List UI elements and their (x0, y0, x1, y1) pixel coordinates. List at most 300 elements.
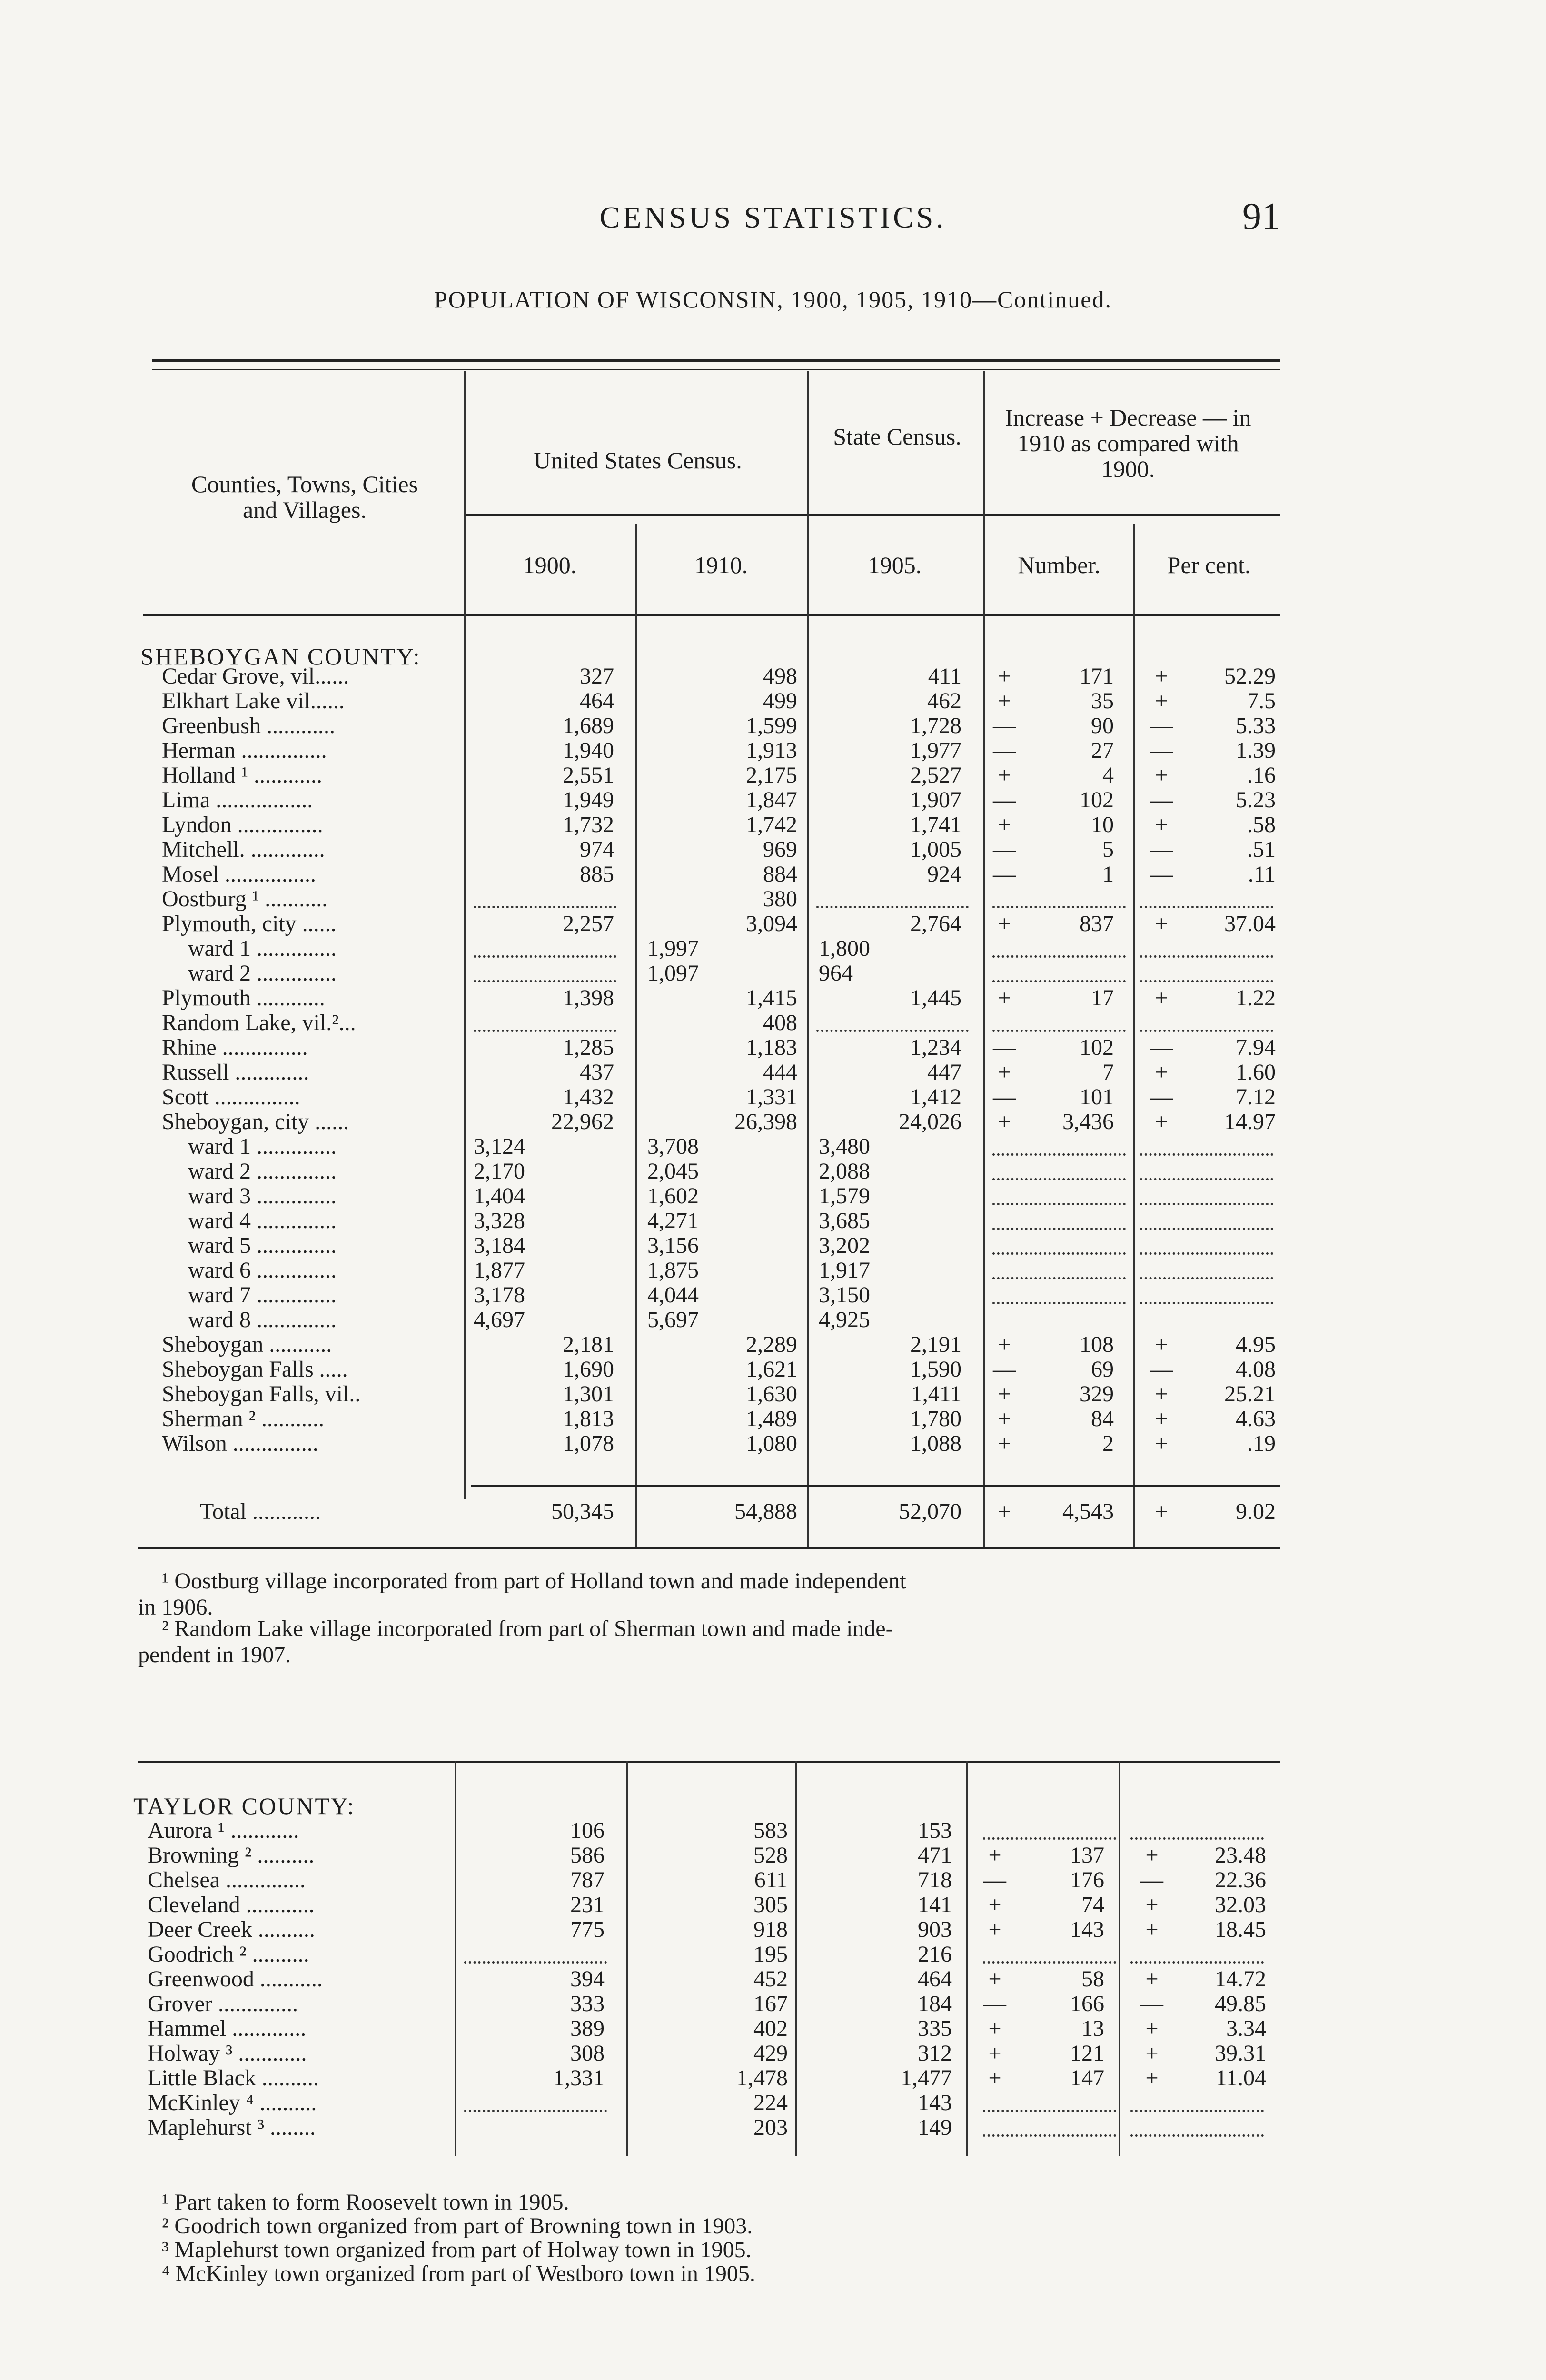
value-1910: 1,875 (647, 1258, 699, 1283)
row-name: Cedar Grove, vil...... (162, 664, 349, 689)
row-name: Herman ............... (162, 738, 327, 763)
row-name: Plymouth ............ (162, 985, 325, 1011)
value-1900: 974 (580, 837, 614, 862)
percent-sign: + (1155, 1431, 1168, 1456)
change-value: 147 (1070, 2065, 1104, 2091)
value-1900: 231 (570, 1892, 605, 1917)
change-value: 35 (1091, 688, 1114, 714)
percent-value: 4.08 (1236, 1357, 1276, 1382)
table-row (0, 2115, 1546, 2140)
table-row (0, 714, 1546, 738)
header-1910: 1910. (694, 552, 748, 578)
change-value: 2 (1102, 1431, 1114, 1456)
table-end-rule (138, 1547, 1280, 1549)
dotted-leader (983, 2110, 1116, 2112)
table-subtitle: POPULATION OF WISCONSIN, 1900, 1905, 1910—Continued. (434, 286, 1112, 313)
value-1900: 106 (570, 1818, 605, 1843)
row-name: ward 6 .............. (188, 1258, 337, 1283)
value-1900: 1,285 (563, 1035, 614, 1060)
table-top-rule (152, 359, 1280, 362)
change-value: 90 (1091, 713, 1114, 738)
row-name: Grover .............. (148, 1991, 298, 2016)
value-1910: 2,175 (746, 763, 797, 788)
table-row (0, 1134, 1546, 1159)
change-sign: — (993, 837, 1016, 862)
percent-sign: — (1150, 862, 1173, 887)
value-1910: 583 (753, 1818, 788, 1843)
dotted-leader (1130, 1837, 1264, 1840)
dotted-leader (992, 906, 1126, 908)
dotted-leader (983, 1961, 1116, 1964)
footnote-line: ⁴ McKinley town organized from part of Westboro town in 1905. (162, 2261, 755, 2286)
row-name: McKinley ⁴ .......... (148, 2090, 317, 2115)
row-name: ward 7 .............. (188, 1282, 337, 1308)
value-1905: 2,764 (910, 911, 961, 936)
value-1910: 884 (763, 862, 797, 887)
percent-sign: — (1150, 1084, 1173, 1110)
dotted-leader (992, 1178, 1126, 1180)
value-1910: 402 (753, 2016, 788, 2041)
row-name: ward 2 .............. (188, 1159, 337, 1184)
footnote-line: ² Random Lake village incorporated from part of Sherman town and made inde- (162, 1616, 893, 1641)
value-1910: 498 (763, 664, 797, 689)
percent-value: 5.23 (1236, 787, 1276, 813)
value-1905: 1,741 (910, 812, 961, 837)
total-rule (471, 1485, 1280, 1487)
value-1910: 1,621 (746, 1357, 797, 1382)
percent-sign: + (1155, 985, 1168, 1011)
row-name: Deer Creek .......... (148, 1917, 315, 1942)
value-1910: 2,045 (647, 1159, 699, 1184)
dotted-leader (474, 955, 616, 958)
dotted-leader (1140, 1277, 1273, 1279)
change-sign: + (998, 1109, 1011, 1134)
percent-value: 37.04 (1224, 911, 1276, 936)
value-1910: 1,742 (746, 812, 797, 837)
percent-value: .58 (1247, 812, 1276, 837)
change-value: 7 (1102, 1060, 1114, 1085)
change-value: 10 (1091, 812, 1114, 837)
value-1900: 22,962 (551, 1109, 614, 1134)
change-sign: + (998, 1381, 1011, 1407)
value-1905: 1,907 (910, 787, 961, 813)
percent-value: 4.95 (1236, 1332, 1276, 1357)
row-name: Sheboygan Falls ..... (162, 1357, 348, 1382)
value-1910: 1,913 (746, 738, 797, 763)
row-name: ward 3 .............. (188, 1183, 337, 1209)
change-sign: + (998, 911, 1011, 936)
value-1900: 1,404 (474, 1183, 525, 1209)
value-1910: 452 (753, 1966, 788, 1992)
value-1910: 5,697 (647, 1307, 699, 1332)
table-row (0, 1967, 1546, 1992)
change-sign: + (998, 985, 1011, 1011)
row-name: ward 8 .............. (188, 1307, 337, 1332)
value-1910: 4,044 (647, 1282, 699, 1308)
dotted-leader (992, 1153, 1126, 1156)
value-1905: 3,685 (819, 1208, 870, 1233)
running-head: CENSUS STATISTICS. (599, 200, 947, 234)
table-row (0, 1283, 1546, 1308)
row-name: Holway ³ ............ (148, 2041, 307, 2066)
table-row (0, 1431, 1546, 1456)
value-1900: 1,689 (563, 713, 614, 738)
value-1905: 1,917 (819, 1258, 870, 1283)
value-1900: 1,398 (563, 985, 614, 1011)
value-1910: 26,398 (734, 1109, 797, 1134)
dotted-leader (992, 1277, 1126, 1279)
dotted-leader (474, 906, 616, 908)
dotted-leader (1140, 980, 1273, 982)
value-1910: 305 (753, 1892, 788, 1917)
value-1910: 969 (763, 837, 797, 862)
value-1910: 499 (763, 688, 797, 714)
row-name: Lima ................. (162, 787, 313, 813)
total-label: Total ............ (200, 1499, 321, 1524)
dotted-leader (474, 980, 616, 982)
table-row (0, 689, 1546, 714)
change-sign: + (988, 2041, 1001, 2066)
value-1905: 411 (928, 664, 961, 689)
percent-sign: + (1145, 1843, 1159, 1868)
table-row (0, 788, 1546, 813)
table-row (0, 1209, 1546, 1233)
value-1905: 149 (918, 2115, 952, 2140)
dotted-leader (1140, 1228, 1273, 1230)
percent-value: 32.03 (1215, 1892, 1266, 1917)
dotted-leader (464, 1961, 607, 1964)
change-value: 837 (1080, 911, 1114, 936)
row-name: Random Lake, vil.²... (162, 1010, 356, 1035)
table-row (0, 1382, 1546, 1407)
value-1905: 3,480 (819, 1134, 870, 1159)
row-name: Browning ² .......... (148, 1843, 315, 1868)
header-state-census: State Census. (833, 423, 961, 450)
value-1905: 2,088 (819, 1159, 870, 1184)
value-1905: 153 (918, 1818, 952, 1843)
value-1910: 380 (763, 886, 797, 912)
dotted-leader (1140, 1030, 1273, 1032)
value-1900: 389 (570, 2016, 605, 2041)
county-title-taylor: TAYLOR COUNTY: (133, 1793, 356, 1819)
value-1905: 1,590 (910, 1357, 961, 1382)
change-value: 176 (1070, 1867, 1104, 1893)
change-value: 143 (1070, 1917, 1104, 1942)
percent-sign: + (1155, 1406, 1168, 1431)
value-1900: 1,940 (563, 738, 614, 763)
value-1910: 1,183 (746, 1035, 797, 1060)
percent-value: .19 (1247, 1431, 1276, 1456)
percent-value: 11.04 (1215, 2065, 1266, 2091)
dotted-leader (816, 1030, 969, 1032)
row-name: ward 1 .............. (188, 1134, 337, 1159)
value-1905: 1,780 (910, 1406, 961, 1431)
change-sign: — (993, 862, 1016, 887)
change-sign: + (988, 2016, 1001, 2041)
row-name: Maplehurst ³ ........ (148, 2115, 316, 2140)
percent-value: 1.60 (1236, 1060, 1276, 1085)
table-row (0, 1332, 1546, 1357)
change-value: 166 (1070, 1991, 1104, 2016)
change-sign: + (998, 1332, 1011, 1357)
value-1905: 462 (927, 688, 961, 714)
change-value: 102 (1080, 1035, 1114, 1060)
table-row (0, 1843, 1546, 1868)
value-1905: 3,150 (819, 1282, 870, 1308)
table-row (0, 936, 1546, 961)
value-1900: 3,184 (474, 1233, 525, 1258)
table-row (0, 1357, 1546, 1382)
value-1910: 1,599 (746, 713, 797, 738)
footnote-line: pendent in 1907. (138, 1642, 291, 1667)
change-sign: — (993, 1035, 1016, 1060)
table-row (0, 1308, 1546, 1332)
table-row (0, 961, 1546, 986)
table-row (0, 887, 1546, 912)
value-1900: 1,331 (553, 2065, 605, 2091)
table-row (0, 738, 1546, 763)
value-1910: 1,997 (647, 936, 699, 961)
row-name: Sheboygan Falls, vil.. (162, 1381, 361, 1407)
total-1900: 50,345 (551, 1499, 614, 1524)
percent-value: 14.72 (1215, 1966, 1266, 1992)
change-value: 4,543 (1062, 1499, 1114, 1524)
percent-sign: — (1150, 738, 1173, 763)
dotted-leader (1140, 1178, 1273, 1180)
value-1905: 2,191 (910, 1332, 961, 1357)
value-1900: 3,124 (474, 1134, 525, 1159)
table-row (0, 2041, 1546, 2066)
table-row (0, 1992, 1546, 2016)
value-1900: 464 (580, 688, 614, 714)
value-1905: 141 (918, 1892, 952, 1917)
value-1910: 167 (753, 1991, 788, 2016)
dotted-leader (992, 1030, 1126, 1032)
dotted-leader (1140, 906, 1273, 908)
value-1910: 444 (763, 1060, 797, 1085)
dotted-leader (474, 1030, 616, 1032)
value-1900: 1,690 (563, 1357, 614, 1382)
row-name: Greenwood ........... (148, 1966, 323, 1992)
value-1905: 184 (918, 1991, 952, 2016)
percent-sign: + (1145, 1892, 1159, 1917)
percent-sign: — (1150, 713, 1173, 738)
dotted-leader (992, 1203, 1126, 1205)
dotted-leader (1130, 1961, 1264, 1964)
percent-sign: + (1155, 911, 1168, 936)
row-name: Russell ............. (162, 1060, 309, 1085)
value-1910: 1,097 (647, 961, 699, 986)
change-sign: — (993, 738, 1016, 763)
percent-value: 4.63 (1236, 1406, 1276, 1431)
value-1900: 775 (570, 1917, 605, 1942)
dotted-leader (1140, 1252, 1273, 1255)
table-row (0, 1159, 1546, 1184)
dotted-leader (992, 1228, 1126, 1230)
dotted-leader (983, 2134, 1116, 2137)
percent-sign: — (1150, 787, 1173, 813)
change-sign: — (993, 1357, 1016, 1382)
table-row (0, 1917, 1546, 1942)
value-1905: 3,202 (819, 1233, 870, 1258)
value-1905: 143 (918, 2090, 952, 2115)
value-1905: 718 (918, 1867, 952, 1893)
table-row (0, 1893, 1546, 1917)
value-1900: 4,697 (474, 1307, 525, 1332)
value-1910: 611 (754, 1867, 788, 1893)
row-name: Sheboygan, city ...... (162, 1109, 349, 1134)
percent-value: 7.94 (1236, 1035, 1276, 1060)
change-sign: — (993, 1084, 1016, 1110)
value-1900: 1,732 (563, 812, 614, 837)
change-value: 108 (1080, 1332, 1114, 1357)
dotted-leader (983, 1837, 1116, 1840)
value-1900: 2,170 (474, 1159, 525, 1184)
table-row (0, 1818, 1546, 1843)
total-1910: 54,888 (734, 1499, 797, 1524)
dotted-leader (992, 1252, 1126, 1255)
table-row (0, 763, 1546, 788)
value-1905: 1,005 (910, 837, 961, 862)
change-sign: — (983, 1991, 1006, 2016)
row-name: Wilson ............... (162, 1431, 318, 1456)
row-name: Plymouth, city ...... (162, 911, 337, 936)
value-1905: 216 (918, 1942, 952, 1967)
table-row (0, 1407, 1546, 1431)
percent-sign: — (1140, 1991, 1163, 2016)
percent-value: 9.02 (1236, 1499, 1276, 1524)
table-row (0, 1233, 1546, 1258)
percent-value: 22.36 (1215, 1867, 1266, 1893)
percent-value: 7.12 (1236, 1084, 1276, 1110)
header-percent: Per cent. (1167, 552, 1251, 578)
value-1910: 1,602 (647, 1183, 699, 1209)
dotted-leader (1130, 2110, 1264, 2112)
percent-value: 5.33 (1236, 713, 1276, 738)
value-1910: 918 (753, 1917, 788, 1942)
dotted-leader (464, 2110, 607, 2112)
dotted-leader (816, 906, 969, 908)
row-name: Scott ............... (162, 1084, 300, 1110)
percent-sign: + (1155, 812, 1168, 837)
table-row (0, 2091, 1546, 2115)
value-1900: 394 (570, 1966, 605, 1992)
row-name: ward 5 .............. (188, 1233, 337, 1258)
change-sign: + (988, 1966, 1001, 1992)
change-value: 17 (1091, 985, 1114, 1011)
value-1900: 1,813 (563, 1406, 614, 1431)
percent-value: 1.39 (1236, 738, 1276, 763)
change-value: 102 (1080, 787, 1114, 813)
dotted-leader (992, 1302, 1126, 1304)
change-sign: + (988, 1843, 1001, 1868)
row-name: Sheboygan ........... (162, 1332, 332, 1357)
total-row (0, 1499, 1546, 1524)
row-name: Mosel ................ (162, 862, 316, 887)
value-1905: 903 (918, 1917, 952, 1942)
table-row (0, 837, 1546, 862)
table-top-rule-2 (152, 369, 1280, 370)
value-1900: 586 (570, 1843, 605, 1868)
header-bottom-rule (143, 614, 1280, 616)
value-1910: 3,708 (647, 1134, 699, 1159)
change-sign: + (988, 2065, 1001, 2091)
change-value: 13 (1081, 2016, 1104, 2041)
percent-sign: + (1155, 664, 1168, 689)
percent-value: 52.29 (1224, 664, 1276, 689)
header-1905: 1905. (868, 552, 922, 578)
dotted-leader (1140, 1153, 1273, 1156)
value-1910: 528 (753, 1843, 788, 1868)
change-value: 121 (1070, 2041, 1104, 2066)
percent-sign: — (1150, 1357, 1173, 1382)
table-row (0, 862, 1546, 887)
value-1910: 1,489 (746, 1406, 797, 1431)
row-name: Cleveland ............ (148, 1892, 315, 1917)
change-sign: — (983, 1867, 1006, 1893)
value-1900: 1,301 (563, 1381, 614, 1407)
percent-sign: + (1155, 1060, 1168, 1085)
table-row (0, 986, 1546, 1011)
percent-sign: + (1155, 1109, 1168, 1134)
value-1905: 4,925 (819, 1307, 870, 1332)
percent-value: 18.45 (1215, 1917, 1266, 1942)
percent-sign: + (1155, 1381, 1168, 1407)
value-1905: 1,088 (910, 1431, 961, 1456)
value-1910: 3,094 (746, 911, 797, 936)
value-1910: 1,415 (746, 985, 797, 1011)
change-sign: + (998, 1499, 1011, 1524)
change-value: 101 (1080, 1084, 1114, 1110)
value-1905: 1,234 (910, 1035, 961, 1060)
dotted-leader (1140, 1302, 1273, 1304)
percent-sign: + (1145, 1917, 1159, 1942)
table-row (0, 1184, 1546, 1209)
table-row (0, 1085, 1546, 1110)
value-1900: 2,551 (563, 763, 614, 788)
row-name: Goodrich ² .......... (148, 1942, 309, 1967)
value-1905: 1,411 (911, 1381, 961, 1407)
value-1900: 1,432 (563, 1084, 614, 1110)
dotted-leader (1140, 1203, 1273, 1205)
row-name: ward 2 .............. (188, 961, 337, 986)
value-1905: 24,026 (899, 1109, 961, 1134)
value-1910: 1,847 (746, 787, 797, 813)
dotted-leader (992, 955, 1126, 958)
percent-sign: + (1145, 2016, 1159, 2041)
value-1905: 464 (918, 1966, 952, 1992)
value-1910: 1,630 (746, 1381, 797, 1407)
table-row (0, 664, 1546, 689)
value-1900: 885 (580, 862, 614, 887)
dotted-leader (1130, 2134, 1264, 2137)
change-value: 58 (1081, 1966, 1104, 1992)
value-1905: 1,977 (910, 738, 961, 763)
value-1900: 1,949 (563, 787, 614, 813)
percent-sign: + (1155, 1332, 1168, 1357)
footnote-line: ² Goodrich town organized from part of Browning town in 1903. (162, 2213, 753, 2239)
change-sign: + (998, 1060, 1011, 1085)
change-value: 69 (1091, 1357, 1114, 1382)
taylor-top-rule (138, 1761, 1280, 1763)
change-value: 1 (1102, 862, 1114, 887)
change-value: 171 (1080, 664, 1114, 689)
header-stub: Counties, Towns, Cities and Villages. (191, 471, 418, 523)
percent-sign: — (1150, 1035, 1173, 1060)
value-1910: 408 (763, 1010, 797, 1035)
value-1910: 195 (753, 1942, 788, 1967)
header-1900: 1900. (523, 552, 577, 578)
